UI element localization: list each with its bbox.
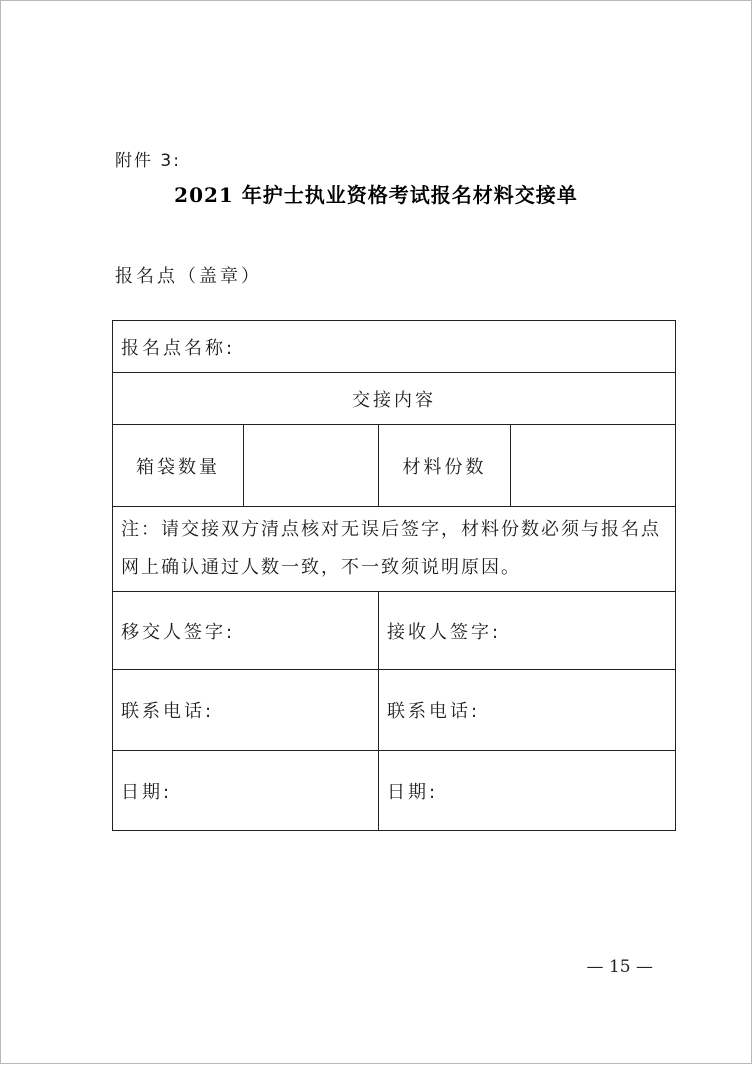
receiver-date-label[interactable]: 日期:: [379, 751, 676, 831]
material-count-value-cell[interactable]: [511, 425, 676, 507]
site-name-label: 报名点名称:: [113, 321, 676, 373]
handover-content-label: 交接内容: [113, 373, 676, 425]
count-row: [113, 425, 676, 507]
handover-signature-label[interactable]: 移交人签字:: [113, 592, 379, 670]
handover-form-table: [112, 320, 676, 831]
handover-phone-label[interactable]: 联系电话:: [113, 670, 379, 751]
page-number: — 15 —: [586, 957, 653, 977]
box-count-value-cell[interactable]: [244, 425, 379, 507]
attachment-label: 附件 3:: [115, 151, 181, 171]
note-text: 注：请交接双方清点核对无误后签字，材料份数必须与报名点网上确认通过人数一致，不一致须说明原因。: [113, 507, 676, 592]
material-count-label: 材料份数: [379, 425, 511, 507]
handover-date-label[interactable]: 日期:: [113, 751, 379, 831]
phone-row: [113, 670, 676, 751]
receiver-signature-label[interactable]: 接收人签字:: [379, 592, 676, 670]
document-title: 2021 年护士执业资格考试报名材料交接单: [174, 183, 578, 207]
receiver-phone-label[interactable]: 联系电话:: [379, 670, 676, 751]
date-row: [113, 751, 676, 831]
stamp-line: 报名点（盖章）: [115, 266, 262, 287]
note-row: [113, 507, 676, 592]
handover-content-row: [113, 373, 676, 425]
box-count-label: 箱袋数量: [113, 425, 244, 507]
signature-row: [113, 592, 676, 670]
site-name-row: [113, 321, 676, 373]
